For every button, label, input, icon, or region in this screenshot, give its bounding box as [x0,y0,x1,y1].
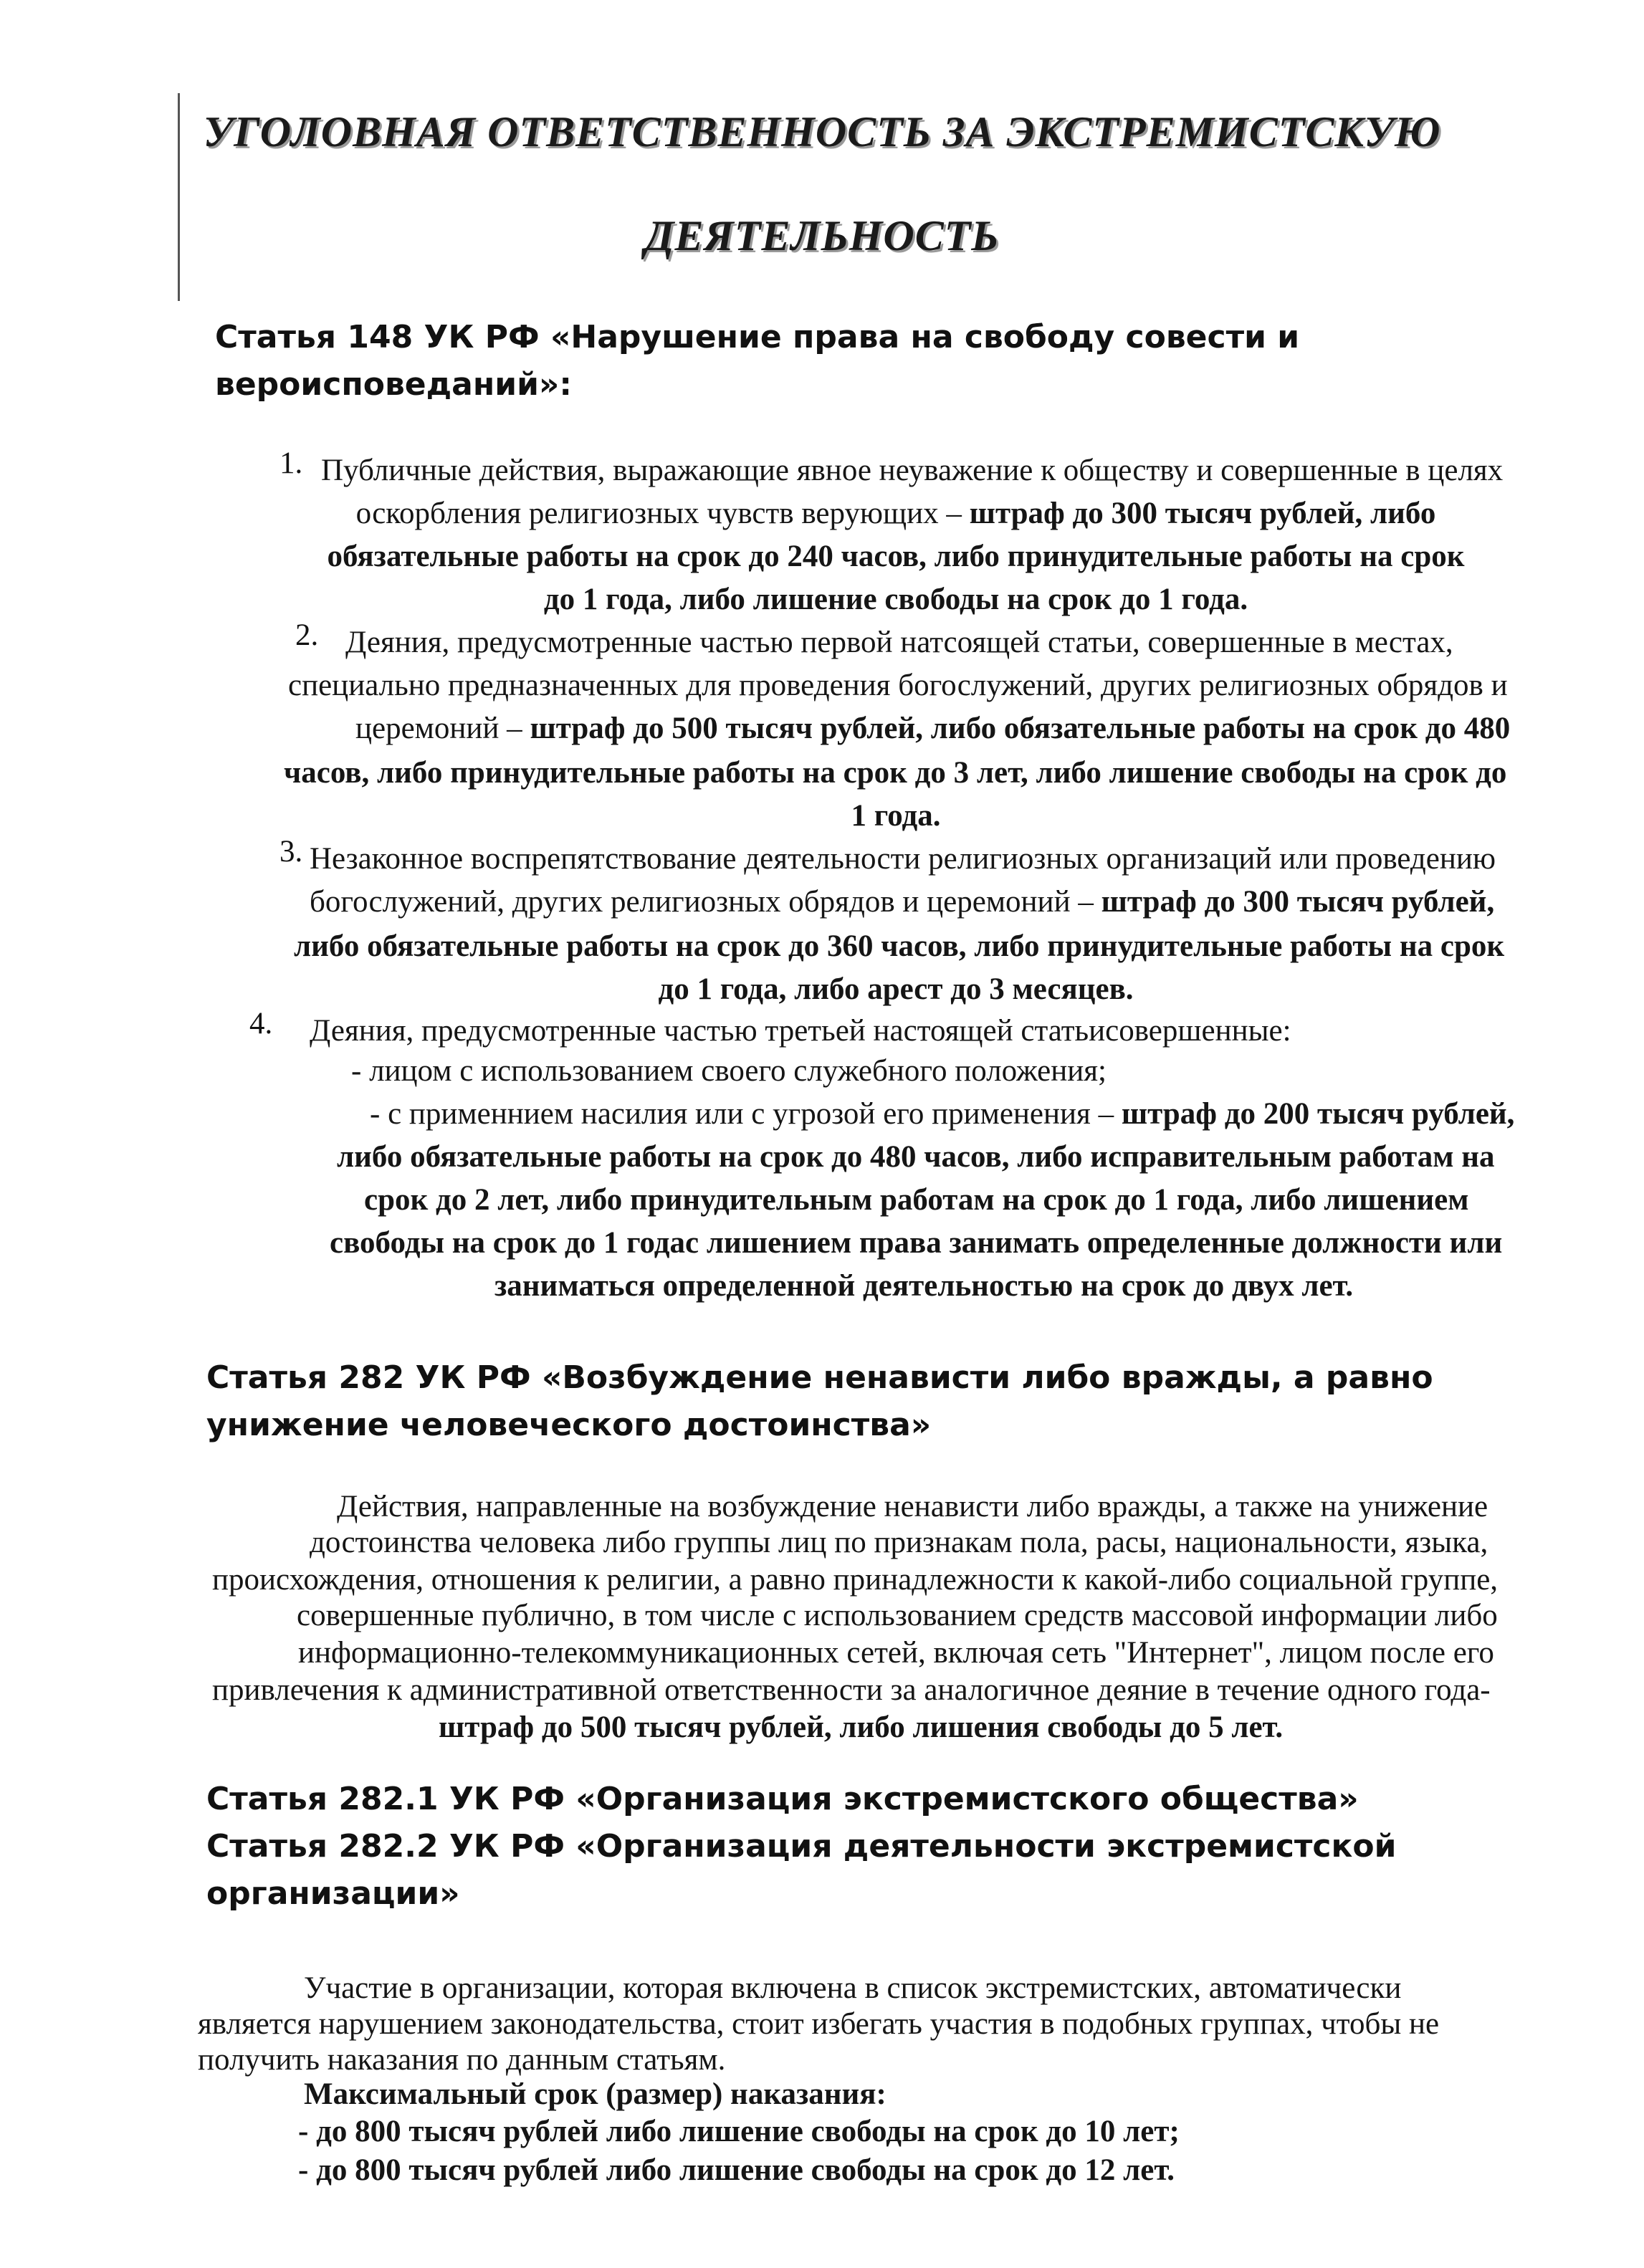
article-282-heading-line1: Статья 282 УК РФ «Возбуждение ненависти либо вражды, а равно [206,1359,1433,1396]
text-span: церемоний – [355,712,530,745]
article-148-heading [215,314,1299,408]
penalty-text: срок до 2 лет, либо принудительным работам на срок до 1 года, либо лишением [364,1183,1469,1217]
penalty-text: штраф до 500 тысяч рублей, либо обязательные работы на срок до 480 [530,712,1511,745]
text-line: специально предназначенных для проведения богослужений, других религиозных обрядов и [288,669,1508,702]
text-line [370,1094,1514,1135]
list-number: 2. [295,618,319,652]
text-line: Участие в организации, которая включена в список экстремистских, автоматически [304,1971,1402,2005]
text-span: оскорбления религиозных чувств верующих – [355,497,970,530]
text-line: Публичные действия, выражающие явное неуважение к обществу и совершенные в целях [321,454,1504,487]
penalty-text: штраф до 300 тысяч рублей, либо [969,497,1436,530]
penalty-list-item: - до 800 тысяч рублей либо лишение свободы на срок до 12 лет. [298,2153,1175,2187]
text-span: - с применнием насилия или с угрозой его применения – [370,1097,1122,1131]
text-line: получить наказания по данным статьям. [198,2043,726,2077]
penalty-text: штраф до 300 тысяч рублей, [1101,885,1495,919]
article-282-2-heading-line2: организации» [206,1875,460,1912]
text-line: Деяния, предусмотренные частью третьей настоящей статьисовершенные: [310,1014,1291,1048]
penalty-text: либо обязательные работы на срок до 480 часов, либо исправительным работам на [337,1140,1495,1174]
penalty-text: штраф до 500 тысяч рублей, либо лишения свободы до 5 лет. [439,1710,1284,1744]
article-148-heading-line1: Статья 148 УК РФ «Нарушение права на свободу совести и [215,319,1300,355]
list-number: 1. [279,446,303,480]
text-line [355,708,1510,750]
article-282-1-heading [206,1776,1396,1918]
document-title-line2: ДЕЯТЕЛЬНОСТЬ [644,212,1000,259]
penalty-text: 1 года. [851,799,941,833]
text-line: достоинства человека либо группы лиц по признакам пола, расы, национальности, языка, [310,1526,1488,1559]
penalty-text: часов, либо принудительные работы на срок до 3 лет, либо лишение свободы на срок до [284,756,1507,790]
penalty-text: свободы на срок до 1 годас лишением права занимать определенные должности или [330,1226,1503,1260]
article-282-heading [206,1354,1433,1449]
text-line: происхождения, отношения к религии, а равно принадлежности к какой-либо социальной группе, [212,1563,1499,1597]
article-282-1-heading-line1: Статья 282.1 УК РФ «Организация экстремистского общества» [206,1781,1359,1817]
text-line: информационно-телекоммуникационных сетей, включая сеть "Интернет", лицом после его [298,1636,1494,1670]
penalty-text: до 1 года, либо арест до 3 месяцев. [658,972,1134,1006]
text-line: Действия, направленные на возбуждение ненависти либо вражды, а также на унижение [337,1490,1488,1523]
penalty-list-item: - до 800 тысяч рублей либо лишение свободы на срок до 10 лет; [298,2115,1180,2148]
penalty-text: до 1 года, либо лишение свободы на срок до 1 года. [543,583,1248,616]
text-line [310,881,1494,923]
max-penalty-label: Максимальный срок (размер) наказания: [304,2077,886,2111]
text-span: богослужений, других религиозных обрядов и церемоний – [310,885,1101,919]
text-line: является нарушением законодательства, стоит избегать участия в подобных группах, чтобы не [198,2007,1440,2041]
text-line: Незаконное воспрепятствование деятельности религиозных организаций или проведению [310,842,1496,876]
text-line: Деяния, предусмотренные частью первой натсоящей статьи, совершенные в местах, [345,626,1453,659]
document-title-line1: УГОЛОВНАЯ ОТВЕТСТВЕННОСТЬ ЗА ЭКСТРЕМИСТСКУЮ [203,108,1441,155]
article-282-heading-line2: унижение человеческого достоинства» [206,1407,932,1443]
article-282-2-heading-line1: Статья 282.2 УК РФ «Организация деятельности экстремистской [206,1828,1397,1865]
penalty-text: штраф до 200 тысяч рублей, [1121,1097,1515,1131]
list-number: 3. [279,835,303,869]
penalty-text: либо обязательные работы на срок до 360 часов, либо принудительные работы на срок [294,929,1505,963]
text-line [215,493,1577,535]
article-148-heading-line2: вероисповеданий»: [215,366,572,403]
list-number: 4. [249,1007,273,1040]
penalty-text: заниматься определенной деятельностью на срок до двух лет. [494,1269,1354,1303]
text-line: совершенные публично, в том числе с использованием средств массовой информации либо [297,1599,1498,1632]
penalty-text: обязательные работы на срок до 240 часов, либо принудительные работы на срок [327,540,1465,573]
text-line: привлечения к административной ответственности за аналогичное деяние в течение одного года- [212,1673,1491,1707]
text-line: - лицом с использованием своего служебного положения; [351,1054,1107,1088]
